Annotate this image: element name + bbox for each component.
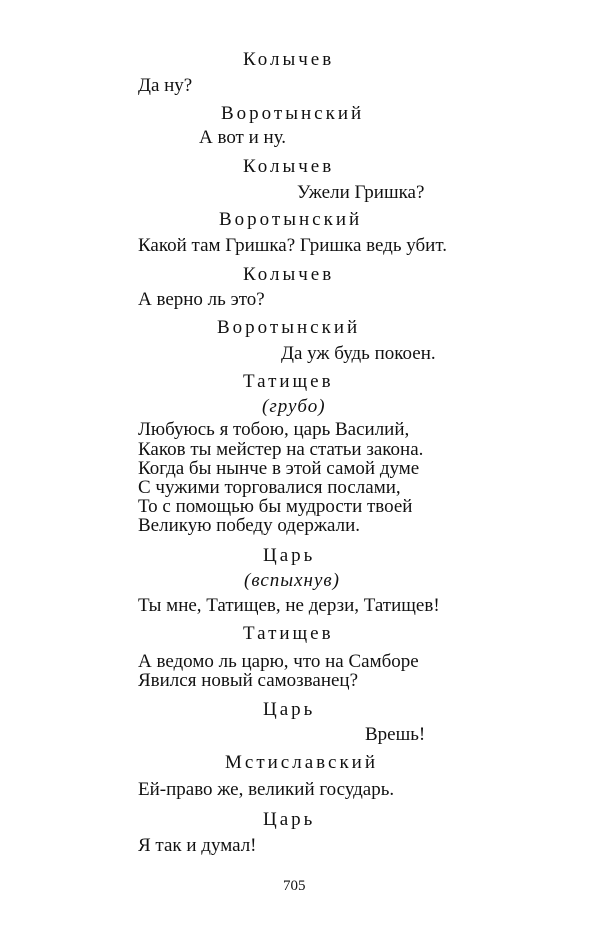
verse-line: Каков ты мейстер на статьи закона. bbox=[138, 439, 424, 460]
stage-direction: (грубо) bbox=[262, 396, 326, 417]
verse-line: Какой там Гришка? Гришка ведь убит. bbox=[138, 235, 447, 256]
speaker-name: Татищев bbox=[243, 623, 334, 644]
verse-line: Ей-право же, великий государь. bbox=[138, 779, 395, 800]
verse-line: С чужими торговалися послами, bbox=[138, 477, 401, 498]
verse-line: Ты мне, Татищев, не дерзи, Татищев! bbox=[138, 595, 440, 616]
speaker-name: Колычев bbox=[243, 264, 335, 285]
stage-direction: (вспыхнув) bbox=[244, 570, 340, 591]
speaker-name: Царь bbox=[263, 699, 316, 720]
speaker-name: Колычев bbox=[243, 156, 335, 177]
page-number: 705 bbox=[283, 878, 306, 894]
speaker-name: Мстиславский bbox=[225, 752, 379, 773]
verse-line: А верно ль это? bbox=[138, 289, 265, 310]
verse-line: Врешь! bbox=[365, 724, 426, 745]
verse-line: А ведомо ль царю, что на Самборе bbox=[138, 651, 419, 672]
speaker-name: Царь bbox=[263, 545, 316, 566]
speaker-name: Татищев bbox=[243, 371, 334, 392]
verse-line: Любуюсь я тобою, царь Василий, bbox=[138, 419, 410, 440]
speaker-name: Воротынский bbox=[221, 103, 365, 124]
speaker-name: Царь bbox=[263, 809, 316, 830]
verse-line: А вот и ну. bbox=[199, 127, 287, 148]
verse-line: Да ну? bbox=[138, 75, 193, 96]
verse-line: Ужели Гришка? bbox=[297, 182, 425, 203]
speaker-name: Воротынский bbox=[217, 317, 361, 338]
verse-line: Явился новый самозванец? bbox=[138, 670, 359, 691]
verse-line: То с помощью бы мудрости твоей bbox=[138, 496, 413, 517]
speaker-name: Колычев bbox=[243, 49, 335, 70]
speaker-name: Воротынский bbox=[219, 209, 363, 230]
verse-line: Я так и думал! bbox=[138, 835, 257, 856]
verse-line: Великую победу одержали. bbox=[138, 515, 361, 536]
verse-line: Да уж будь покоен. bbox=[281, 343, 436, 364]
verse-line: Когда бы нынче в этой самой думе bbox=[138, 458, 420, 479]
